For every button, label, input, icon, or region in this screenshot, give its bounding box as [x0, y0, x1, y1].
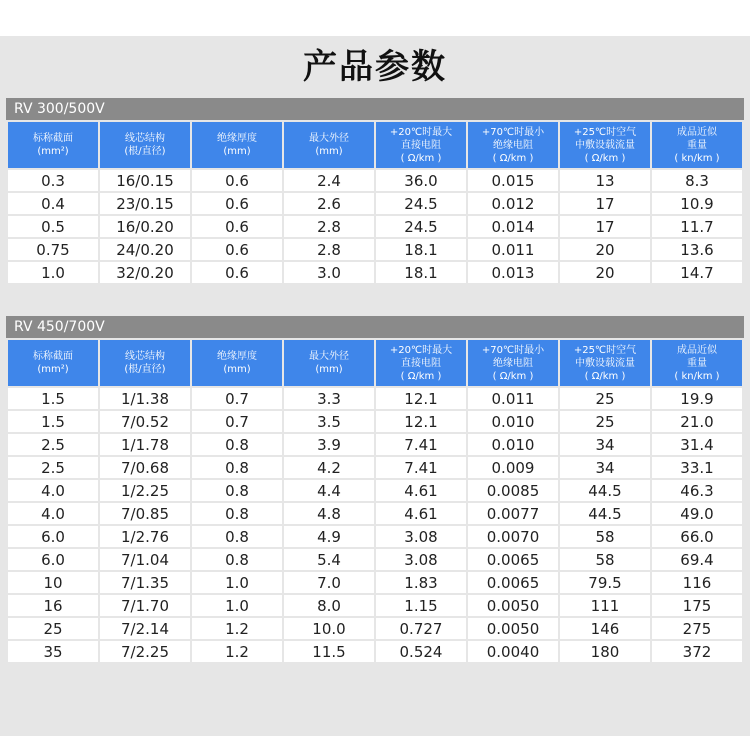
table-cell: 7/1.70	[100, 595, 190, 616]
table-cell: 2.8	[284, 239, 374, 260]
column-header	[468, 340, 558, 386]
column-header-line: (mm)	[223, 364, 251, 375]
column-header-line: 标称截面	[33, 133, 73, 144]
table-cell: 0.0040	[468, 641, 558, 662]
column-header-line: 绝缘厚度	[217, 133, 257, 144]
column-header-line: 成品近似	[677, 344, 717, 356]
table-cell: 0.0065	[468, 549, 558, 570]
table-cell: 6.0	[8, 526, 98, 547]
table-cell: 0.014	[468, 216, 558, 237]
table-cell: 8.0	[284, 595, 374, 616]
table-cell: 3.3	[284, 388, 374, 409]
table-cell: 19.9	[652, 388, 742, 409]
column-header-line: ( Ω/km )	[492, 370, 534, 382]
table-cell: 2.4	[284, 170, 374, 191]
table-cell: 0.0050	[468, 618, 558, 639]
column-header-line: 绝缘厚度	[217, 351, 257, 362]
table-cell: 24.5	[376, 216, 466, 237]
table-cell: 1.2	[192, 618, 282, 639]
table-cell: 14.7	[652, 262, 742, 283]
table-cell: 3.9	[284, 434, 374, 455]
table-row	[8, 170, 742, 191]
column-header-line: ( Ω/km )	[584, 370, 626, 382]
table-cell: 25	[8, 618, 98, 639]
column-header	[652, 122, 742, 168]
column-header-line: ( kn/km )	[674, 370, 720, 382]
table-cell: 116	[652, 572, 742, 593]
table-cell: 0.013	[468, 262, 558, 283]
column-header	[376, 340, 466, 386]
column-header-line: 最大外径	[309, 351, 349, 362]
table-row	[8, 618, 742, 639]
column-header	[652, 340, 742, 386]
table-cell: 1.2	[192, 641, 282, 662]
table-cell: 1.83	[376, 572, 466, 593]
column-header-line: +25℃时空气	[573, 344, 637, 356]
column-header-line: +20℃时最大	[389, 126, 453, 138]
table-cell: 44.5	[560, 503, 650, 524]
table-cell: 16/0.15	[100, 170, 190, 191]
table-cell: 0.75	[8, 239, 98, 260]
table-cell: 180	[560, 641, 650, 662]
column-header	[468, 122, 558, 168]
table-cell: 1/2.76	[100, 526, 190, 547]
column-header-line: ( kn/km )	[674, 152, 720, 164]
table-cell: 49.0	[652, 503, 742, 524]
column-header	[8, 122, 98, 168]
column-header-line: 标称截面	[33, 351, 73, 362]
spec-table	[6, 120, 744, 285]
table-cell: 1.0	[192, 595, 282, 616]
table-cell: 7/2.25	[100, 641, 190, 662]
table-row	[8, 262, 742, 283]
table-cell: 7/1.04	[100, 549, 190, 570]
table-cell: 0.015	[468, 170, 558, 191]
column-header-line: 重量	[687, 357, 707, 369]
column-header-line: (mm)	[315, 364, 343, 375]
column-header	[100, 340, 190, 386]
table-cell: 20	[560, 262, 650, 283]
table-cell: 18.1	[376, 262, 466, 283]
table-cell: 35	[8, 641, 98, 662]
column-header-line: +25℃时空气	[573, 126, 637, 138]
table-cell: 0.0065	[468, 572, 558, 593]
column-header-line: 绝缘电阻	[493, 357, 533, 369]
table-row	[8, 595, 742, 616]
header-row	[8, 122, 742, 168]
table-row	[8, 549, 742, 570]
table-cell: 0.0050	[468, 595, 558, 616]
column-header-line: ( Ω/km )	[584, 152, 626, 164]
table-cell: 58	[560, 526, 650, 547]
table-cell: 0.8	[192, 457, 282, 478]
table-cell: 44.5	[560, 480, 650, 501]
table-cell: 1.5	[8, 388, 98, 409]
table-row	[8, 641, 742, 662]
table-cell: 25	[560, 411, 650, 432]
table-cell: 4.61	[376, 480, 466, 501]
table-row	[8, 503, 742, 524]
table-cell: 79.5	[560, 572, 650, 593]
table-cell: 0.010	[468, 434, 558, 455]
table-cell: 2.5	[8, 434, 98, 455]
table-cell: 3.0	[284, 262, 374, 283]
column-header-line: +20℃时最大	[389, 344, 453, 356]
column-header-line: (根/直径)	[124, 364, 166, 375]
header-row	[8, 340, 742, 386]
section-title: RV 300/500V	[6, 98, 744, 120]
column-header-line: 中敷设载流量	[575, 357, 635, 369]
table-row	[8, 239, 742, 260]
table-cell: 0.010	[468, 411, 558, 432]
table-cell: 0.4	[8, 193, 98, 214]
table-cell: 21.0	[652, 411, 742, 432]
table-cell: 0.8	[192, 549, 282, 570]
table-cell: 25	[560, 388, 650, 409]
table-cell: 20	[560, 239, 650, 260]
table-cell: 0.8	[192, 480, 282, 501]
table-cell: 0.0070	[468, 526, 558, 547]
column-header-line: ( Ω/km )	[400, 370, 442, 382]
table-row	[8, 526, 742, 547]
table-cell: 0.0085	[468, 480, 558, 501]
table-cell: 23/0.15	[100, 193, 190, 214]
table-cell: 1.15	[376, 595, 466, 616]
column-header	[284, 122, 374, 168]
table-cell: 5.4	[284, 549, 374, 570]
table-cell: 1/2.25	[100, 480, 190, 501]
table-cell: 6.0	[8, 549, 98, 570]
table-cell: 7.0	[284, 572, 374, 593]
table-cell: 3.08	[376, 549, 466, 570]
table-row	[8, 480, 742, 501]
column-header	[192, 340, 282, 386]
table-cell: 36.0	[376, 170, 466, 191]
table-cell: 2.5	[8, 457, 98, 478]
table-cell: 0.8	[192, 503, 282, 524]
table-row	[8, 216, 742, 237]
table-cell: 2.6	[284, 193, 374, 214]
section-title: RV 450/700V	[6, 316, 744, 338]
table-cell: 372	[652, 641, 742, 662]
column-header	[100, 122, 190, 168]
table-row	[8, 572, 742, 593]
column-header	[560, 122, 650, 168]
table-cell: 2.8	[284, 216, 374, 237]
table-cell: 24/0.20	[100, 239, 190, 260]
column-header-line: (mm²)	[37, 364, 69, 375]
table-cell: 32/0.20	[100, 262, 190, 283]
table-cell: 1.0	[192, 572, 282, 593]
table-cell: 4.2	[284, 457, 374, 478]
column-header-line: (mm)	[223, 146, 251, 157]
table-cell: 1/1.78	[100, 434, 190, 455]
table-cell: 0.012	[468, 193, 558, 214]
table-cell: 7/0.85	[100, 503, 190, 524]
table-cell: 0.009	[468, 457, 558, 478]
table-cell: 0.7	[192, 411, 282, 432]
table-cell: 0.727	[376, 618, 466, 639]
page-title: 产品参数	[303, 47, 447, 87]
table-row	[8, 193, 742, 214]
table-cell: 10.0	[284, 618, 374, 639]
table-cell: 0.3	[8, 170, 98, 191]
spec-table	[6, 338, 744, 664]
table-cell: 4.9	[284, 526, 374, 547]
column-header-line: 成品近似	[677, 126, 717, 138]
column-header-line: +70℃时最小	[481, 126, 545, 138]
column-header-line: 直接电阻	[401, 139, 441, 151]
table-cell: 66.0	[652, 526, 742, 547]
column-header-line: +70℃时最小	[481, 344, 545, 356]
column-header-line: (mm)	[315, 146, 343, 157]
table-cell: 0.8	[192, 526, 282, 547]
column-header-line: 直接电阻	[401, 357, 441, 369]
table-cell: 34	[560, 457, 650, 478]
column-header-line: 线芯结构	[125, 133, 165, 144]
table-cell: 0.6	[192, 170, 282, 191]
table-cell: 10	[8, 572, 98, 593]
table-cell: 0.8	[192, 434, 282, 455]
spec-sheet	[0, 36, 750, 736]
table-cell: 4.4	[284, 480, 374, 501]
column-header-line: 重量	[687, 139, 707, 151]
table-cell: 12.1	[376, 411, 466, 432]
table-cell: 11.5	[284, 641, 374, 662]
column-header	[284, 340, 374, 386]
column-header-line: 线芯结构	[125, 351, 165, 362]
column-header-line: ( Ω/km )	[400, 152, 442, 164]
table-cell: 12.1	[376, 388, 466, 409]
table-cell: 7.41	[376, 434, 466, 455]
table-cell: 58	[560, 549, 650, 570]
column-header	[376, 122, 466, 168]
table-cell: 3.08	[376, 526, 466, 547]
column-header	[560, 340, 650, 386]
table-cell: 146	[560, 618, 650, 639]
table-cell: 0.0077	[468, 503, 558, 524]
table-cell: 10.9	[652, 193, 742, 214]
column-header-line: ( Ω/km )	[492, 152, 534, 164]
table-cell: 0.6	[192, 216, 282, 237]
column-header	[192, 122, 282, 168]
table-cell: 7.41	[376, 457, 466, 478]
table-cell: 24.5	[376, 193, 466, 214]
table-cell: 1.0	[8, 262, 98, 283]
table-cell: 0.011	[468, 239, 558, 260]
table-cell: 275	[652, 618, 742, 639]
table-cell: 0.7	[192, 388, 282, 409]
column-header-line: (根/直径)	[124, 146, 166, 157]
table-cell: 18.1	[376, 239, 466, 260]
table-cell: 31.4	[652, 434, 742, 455]
column-header-line: 绝缘电阻	[493, 139, 533, 151]
table-cell: 46.3	[652, 480, 742, 501]
table-cell: 0.011	[468, 388, 558, 409]
table-cell: 4.61	[376, 503, 466, 524]
table-cell: 34	[560, 434, 650, 455]
table-cell: 0.6	[192, 239, 282, 260]
table-cell: 33.1	[652, 457, 742, 478]
table-cell: 16	[8, 595, 98, 616]
table-row	[8, 434, 742, 455]
table-cell: 7/0.52	[100, 411, 190, 432]
table-cell: 0.6	[192, 193, 282, 214]
table-cell: 4.0	[8, 503, 98, 524]
table-cell: 69.4	[652, 549, 742, 570]
column-header-line: (mm²)	[37, 146, 69, 157]
table-cell: 3.5	[284, 411, 374, 432]
table-cell: 16/0.20	[100, 216, 190, 237]
table-cell: 1/1.38	[100, 388, 190, 409]
column-header	[8, 340, 98, 386]
table-cell: 111	[560, 595, 650, 616]
table-cell: 8.3	[652, 170, 742, 191]
table-cell: 4.0	[8, 480, 98, 501]
table-cell: 4.8	[284, 503, 374, 524]
table-cell: 17	[560, 216, 650, 237]
table-cell: 7/2.14	[100, 618, 190, 639]
table-cell: 0.524	[376, 641, 466, 662]
table-cell: 11.7	[652, 216, 742, 237]
table-cell: 7/1.35	[100, 572, 190, 593]
table-cell: 7/0.68	[100, 457, 190, 478]
table-row	[8, 457, 742, 478]
table-cell: 1.5	[8, 411, 98, 432]
column-header-line: 最大外径	[309, 133, 349, 144]
table-row	[8, 411, 742, 432]
table-cell: 13.6	[652, 239, 742, 260]
column-header-line: 中敷设载流量	[575, 139, 635, 151]
table-row	[8, 388, 742, 409]
table-cell: 0.5	[8, 216, 98, 237]
table-cell: 175	[652, 595, 742, 616]
table-cell: 17	[560, 193, 650, 214]
table-cell: 0.6	[192, 262, 282, 283]
table-cell: 13	[560, 170, 650, 191]
